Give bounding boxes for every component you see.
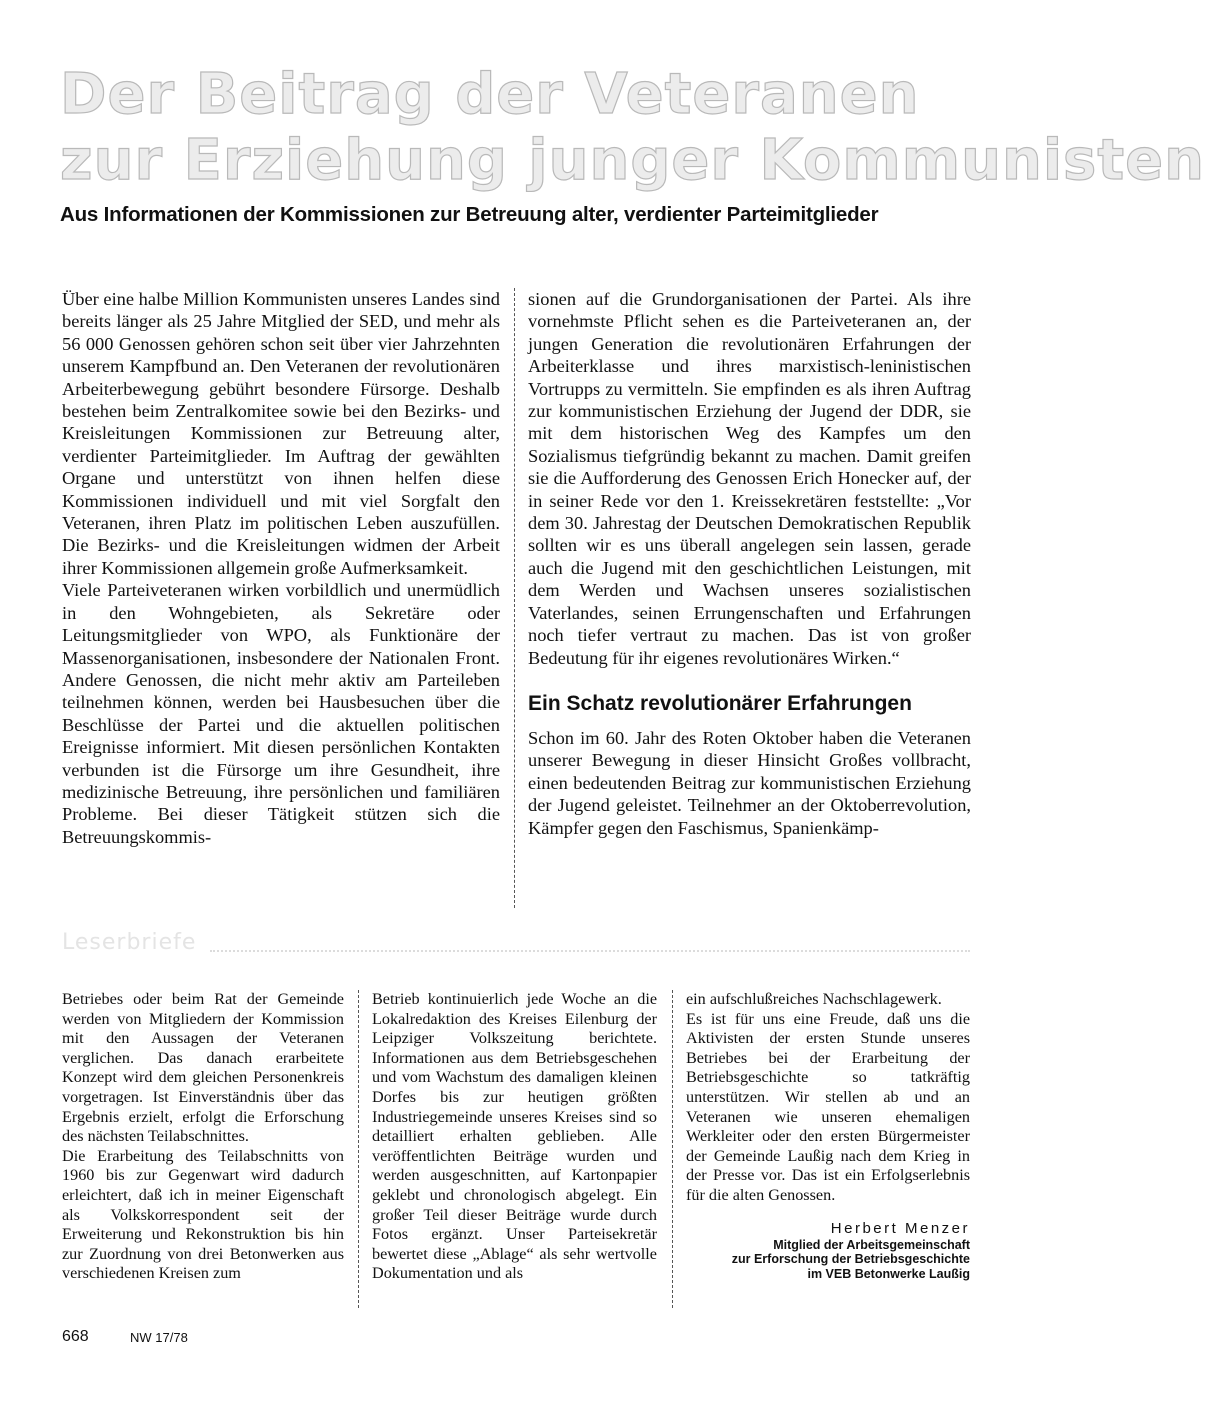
issue-label: NW 17/78 xyxy=(130,1330,188,1345)
letter-column-3 xyxy=(686,990,970,1281)
letter-column-divider xyxy=(672,990,673,1308)
letters-band-label: Leserbriefe xyxy=(62,930,197,955)
letters-band-rule xyxy=(210,950,970,952)
letter-column-divider xyxy=(358,990,359,1308)
letter-column-2 xyxy=(372,990,657,1284)
signature-role-line: im VEB Betonwerke Laußig xyxy=(807,1266,970,1281)
letter-paragraph: Es ist für uns eine Freude, daß uns die Aktivisten der ersten Stunde unseres Betriebes bei der Erarbeitung der Betriebsgeschichte so tatkräftig unterstützen. Wir stellen ab und an Veteranen wie unseren ehemaligen Werkleiter oder den ersten Bürgermeister der Gemeinde Laußig nach dem Krieg in der Presse vor. Das ist ein Erfolgserlebnis für die alten Genossen. xyxy=(686,1009,970,1204)
subtitle: Aus Informationen der Kommissionen zur Betreuung alter, verdienter Parteimitglieder xyxy=(60,203,879,226)
article-paragraph: Schon im 60. Jahr des Roten Oktober haben die Veteranen unserer Bewegung in dieser Hinsicht Großes vollbracht, einen bedeutenden Beitrag zur kommunistischen Erziehung der Jugend geleistet. Teilnehmer an der Oktoberrevolution, Kämpfer gegen den Faschismus, Spanienkämp- xyxy=(528,727,971,838)
column-divider xyxy=(514,288,515,908)
article-paragraph: sionen auf die Grundorganisationen der Partei. Als ihre vornehmste Pflicht sehen es die Parteiveteranen an, der jungen Generation die revolutionären Erfahrungen der Arbeiterklasse und ihres marxistisch-leninistischen Vortrupps zu vermitteln. Sie empfinden es als ihren Auftrag zur kommunistischen Erziehung der Jugend der DDR, sie mit dem historischen Weg des Kampfes um den Sozialismus tiefgründig bekannt zu machen. Damit greifen sie die Aufforderung des Genossen Erich Honecker auf, der in seiner Rede vor den 1. Kreissekretären feststellte: „Vor dem 30. Jahrestag der Deutschen Demokratischen Republik sollten wir es uns überall angelegen sein lassen, gerade auch die Jugend mit den geschichtlichen Leistungen, mit dem Werden und Wachsen unseres sozialistischen Vaterlandes, seinen Errungenschaften und Erfahrungen noch tiefer vertraut zu machen. Das ist von großer Bedeutung für ihr eigenes revolutionäres Wirken.“ xyxy=(528,289,971,668)
article-paragraph: Über eine halbe Million Kommunisten unseres Landes sind bereits länger als 25 Jahre Mitglied der SED, und mehr als 56 000 Genossen gehören schon seit über vier Jahrzehnten unserem Kampfbund an. Den Veteranen der revolutionären Arbeiterbewegung gebührt besondere Fürsorge. Deshalb bestehen beim Zentralkomitee sowie bei den Bezirks- und Kreisleitungen Kommissionen zur Betreuung alter, verdienter Parteimitglieder. Im Auftrag der gewählten Organe und unterstützt von ihnen helfen diese Kommissionen individuell und mit viel Sorgfalt den Veteranen, ihren Platz im politischen Leben auszufüllen. Die Bezirks- und die Kreisleitungen widmen der Arbeit ihrer Kommissionen allgemein große Aufmerksamkeit. xyxy=(62,289,500,578)
letter-paragraph: Betrieb kontinuierlich jede Woche an die Lokalredaktion des Kreises Eilenburg der Leipziger Volkszeitung berichtete. Informationen aus dem Betriebsgeschehen und vom Wachstum des damaligen kleinen Dorfes bis zur heutigen größten Industriegemeinde unseres Kreises sind so detailliert erhalten geblieben. Alle veröffentlichten Beiträge wurden und werden ausgeschnitten, auf Kartonpapier geklebt und chronologisch abgelegt. Ein großer Teil dieser Beiträge wurde durch Fotos ergänzt. Unser Parteisekretär bewertet diese „Ablage“ als sehr wertvolle Dokumentation und als xyxy=(372,990,657,1283)
letter-paragraph: ein aufschlußreiches Nachschlagewerk. xyxy=(686,990,942,1008)
headline-line-2: zur Erziehung junger Kommunisten xyxy=(60,128,1205,193)
letter-column-1 xyxy=(62,990,344,1284)
signature-role-line: Mitglied der Arbeitsgemeinschaft xyxy=(773,1237,970,1252)
signature-role-line: zur Erforschung der Betriebsgeschichte xyxy=(731,1252,970,1267)
headline-line-1: Der Beitrag der Veteranen xyxy=(60,62,920,127)
article-column-left xyxy=(62,288,500,848)
letter-paragraph: Betriebes oder beim Rat der Gemeinde werden von Mitgliedern der Kommission mit den Aussagen der Veteranen verglichen. Das danach erarbeitete Konzept wird dem gleichen Personenkreis vorgetragen. Ist Einverständnis über das Ergebnis erzielt, erfolgt die Erforschung des nächsten Teilabschnittes. xyxy=(62,990,344,1146)
page-number: 668 xyxy=(62,1328,89,1345)
section-heading: Ein Schatz revolutionärer Erfahrungen xyxy=(528,691,912,715)
headline xyxy=(60,62,1205,194)
letter-paragraph: Die Erarbeitung des Teilabschnitts von 1960 bis zur Gegenwart wird dadurch erleichtert, daß ich in meiner Eigenschaft als Volkskorrespondent seit der Erweiterung und Rekonstruktion bis hin zur Zuordnung von drei Betonwerken aus verschiedenen Kreisen zum xyxy=(62,1146,344,1283)
signature-name: Herbert Menzer xyxy=(830,1219,970,1237)
article-paragraph: Viele Parteiveteranen wirken vorbildlich und unermüdlich in den Wohngebieten, als Sekretäre oder Leitungsmitglieder von WPO, als Funktionäre der Massenorganisationen, insbesondere der Nationalen Front. Andere Genossen, die nicht mehr aktiv am Parteileben teilnehmen können, werden bei Hausbesuchen über die Beschlüsse der Partei und die aktuellen politischen Ereignisse informiert. Mit diesen persönlichen Kontakten verbunden ist die Fürsorge um ihre Gesundheit, ihre medizinische Betreuung, ihre persönlichen und familiären Probleme. Bei dieser Tätigkeit stützen sich die Betreuungskommis- xyxy=(62,580,500,847)
article-column-right xyxy=(528,288,971,839)
